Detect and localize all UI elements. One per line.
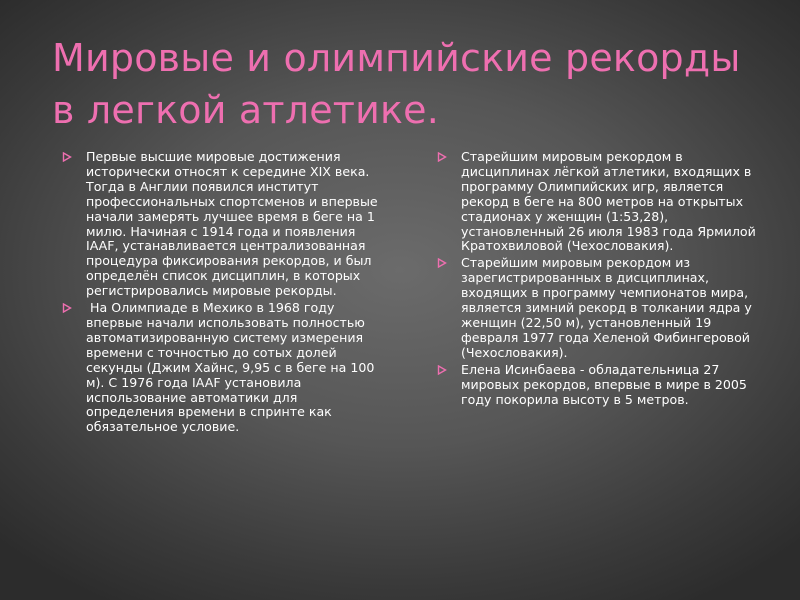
left-column [62, 150, 382, 437]
list-item-text: Первые высшие мировые достижения исторически относят к середине XIX века. Тогда в Англии появился институт профессиональных спортсменов и впервые начали замерять лучшее время в беге на 1 милю. Начиная с 1914 года и появления IAAF, устанавливается централизованная процедура фиксирования рекордов, и был определён список дисциплин, в которых регистрировались мировые рекорды. [86, 149, 378, 299]
list-item [62, 150, 382, 299]
slide-title: Мировые и олимпийские рекорды в легкой атлетике. [52, 36, 741, 132]
list-item [62, 301, 382, 435]
right-column [437, 150, 762, 409]
list-item-text: Елена Исинбаева - обладательница 27 мировых рекордов, впервые в мире в 2005 году покорила высоту в 5 метров. [461, 361, 747, 407]
list-item [437, 256, 762, 360]
list-item [437, 150, 762, 254]
list-item-text: На Олимпиаде в Мехико в 1968 году впервые начали использовать полностью автоматизированную систему измерения времени с точностью до сотых долей секунды (Джим Хайнс, 9,95 с в беге на 100 м). С 1976 года IAAF установила использование автоматики для определения времени в спринте как обязательное условие. [86, 300, 379, 435]
hollow-triangle-icon [437, 152, 447, 162]
list-item-text: Старейшим мировым рекордом в дисциплинах лёгкой атлетики, входящих в программу Олимпийских игр, является рекорд в беге на 800 метров на открытых стадионах у женщин (1:53,28), установленный 26 июля 1983 года Ярмилой Кратохвиловой (Чехословакия). [461, 149, 756, 254]
hollow-triangle-icon [437, 365, 447, 375]
list-item-text: Старейшим мировым рекордом из зарегистрированных в дисциплинах, входящих в программу чемпионатов мира, является зимний рекорд в толкании ядра у женщин (22,50 м), установленный 19 февраля 1977 года Хеленой Фибингеровой (Чехословакия). [461, 255, 752, 360]
hollow-triangle-icon [437, 258, 447, 268]
hollow-triangle-icon [62, 152, 72, 162]
list-item [437, 363, 762, 408]
hollow-triangle-icon [62, 303, 72, 313]
